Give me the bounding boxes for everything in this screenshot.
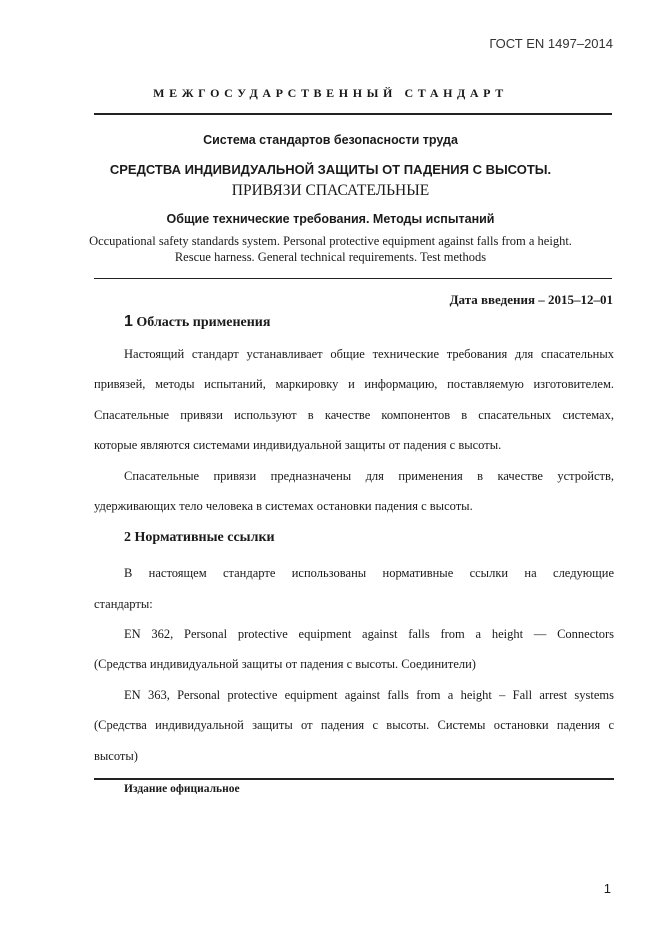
page-number: 1 — [603, 881, 611, 896]
document-code: ГОСТ EN 1497–2014 — [489, 36, 613, 51]
english-title-line1: Occupational safety standards system. Personal protective equipment against falls from a height. — [89, 234, 572, 248]
document-subtitle: Общие технические требования. Методы испытаний — [166, 212, 495, 226]
section1-p1-line: Настоящий стандарт устанавливает общие технические требования для спасательных — [124, 347, 614, 361]
section1-p1-line: которые являются системами индивидуальной защиты от падения с высоты. — [94, 438, 502, 452]
section1-p1-line: Спасательные привязи используют в качестве компонентов в спасательных системах, — [94, 408, 614, 422]
official-edition-label: Издание официальное — [124, 783, 240, 795]
footer-divider — [94, 778, 614, 780]
reference-en363-line: (Средства индивидуальной защиты от падения с высоты. Системы остановки падения с — [94, 718, 614, 732]
section1-p1-line: привязей, методы испытаний, маркировку и информацию, поставляемую изготовителем. — [94, 377, 614, 391]
section1-p2-line: удерживающих тело человека в системах остановки падения с высоты. — [94, 499, 473, 513]
section2-p1-line: стандарты: — [94, 597, 153, 611]
standards-system-title: Система стандартов безопасности труда — [203, 133, 458, 147]
reference-en362-line: (Средства индивидуальной защиты от падения с высоты. Соединители) — [94, 657, 476, 671]
section1-heading — [124, 313, 270, 331]
document-title-line1: СРЕДСТВА ИНДИВИДУАЛЬНОЙ ЗАЩИТЫ ОТ ПАДЕНИЯ С ВЫСОТЫ. — [109, 162, 552, 177]
reference-en363-line: высоты) — [94, 749, 138, 763]
document-title-line2: ПРИВЯЗИ СПАСАТЕЛЬНЫЕ — [231, 182, 430, 199]
header-divider — [94, 113, 612, 115]
section2-p1-line: В настоящем стандарте использованы нормативные ссылки на следующие — [124, 566, 614, 580]
section1-p2-line: Спасательные привязи предназначены для применения в качестве устройств, — [124, 469, 614, 483]
reference-en363-line: EN 363, Personal protective equipment against falls from a height – Fall arrest systems — [124, 688, 614, 702]
english-title-line2: Rescue harness. General technical requirements. Test methods — [174, 250, 487, 264]
section2-heading: 2 Нормативные ссылки — [124, 530, 275, 545]
section1-title: Область применения — [136, 315, 271, 330]
reference-en362-line: EN 362, Personal protective equipment against falls from a height — Connectors — [124, 627, 614, 641]
title-divider — [94, 278, 612, 279]
introduction-date: Дата введения – 2015–12–01 — [449, 292, 613, 307]
section1-number: 1 — [124, 313, 133, 330]
interstate-standard-label: МЕЖГОСУДАРСТВЕННЫЙ СТАНДАРТ — [153, 86, 508, 100]
